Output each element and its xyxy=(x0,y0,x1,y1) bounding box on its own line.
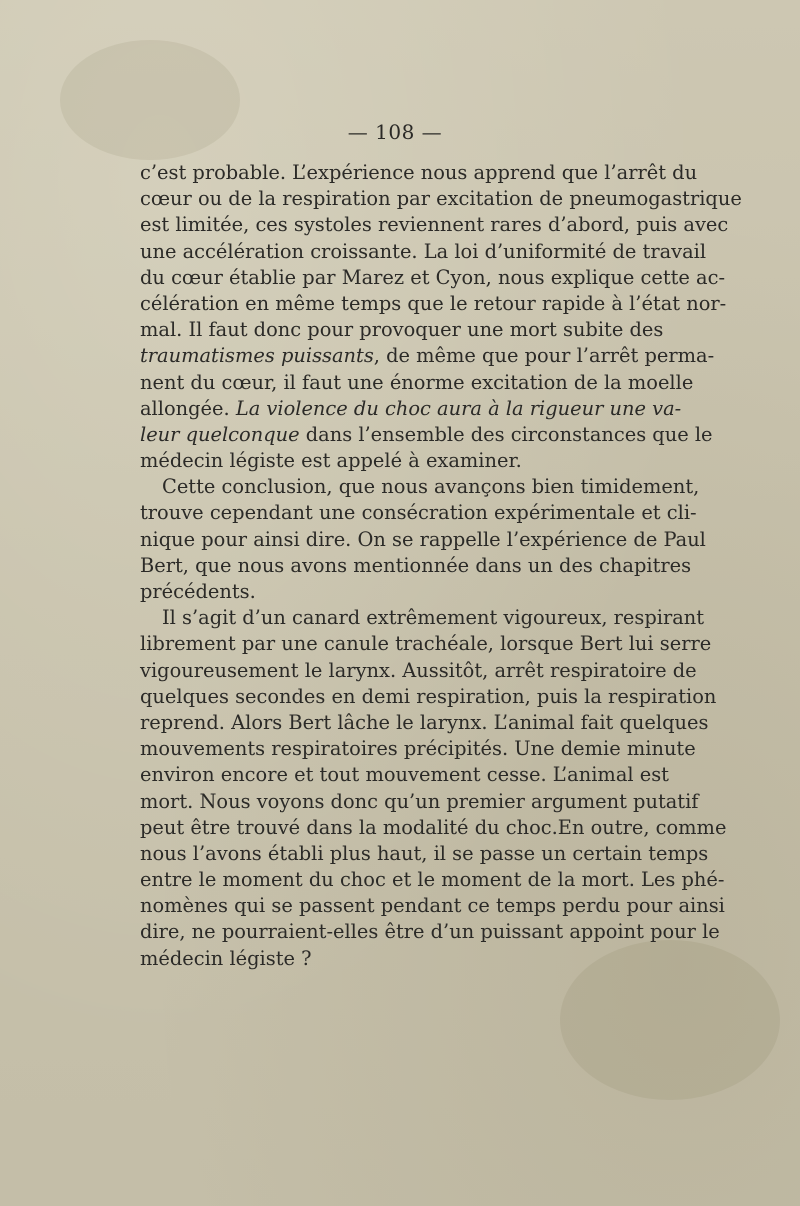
text-run: Bert, que nous avons mentionnée dans un des chapitres xyxy=(140,553,692,577)
text-line xyxy=(140,186,742,212)
text-line xyxy=(140,605,705,631)
text-line xyxy=(140,265,726,291)
text-line xyxy=(140,658,697,684)
text-run: mouvements respiratoires précipités. Une demie minute xyxy=(140,737,696,761)
paragraph xyxy=(140,605,727,972)
text-line xyxy=(140,579,654,605)
paragraph xyxy=(140,474,706,605)
italic-text: La violence du choc aura à la rigueur une va- xyxy=(235,396,682,420)
text-line xyxy=(140,736,696,762)
body-text xyxy=(140,160,742,972)
text-run: nous l’avons établi plus haut, il se passe un certain temps xyxy=(140,841,709,865)
text-run: Cette conclusion, que nous avançons bien timidement, xyxy=(162,475,700,499)
text-run: trouve cependant une consécration expérimentale et cli- xyxy=(140,501,697,525)
text-run: du cœur établie par Marez et Cyon, nous explique cette ac- xyxy=(140,265,726,289)
text-line xyxy=(140,553,692,579)
text-line xyxy=(140,684,717,710)
text-line xyxy=(140,893,725,919)
text-line xyxy=(140,291,727,317)
text-line xyxy=(140,448,654,474)
text-line xyxy=(140,710,709,736)
text-run: entre le moment du choc et le moment de la mort. Les phé- xyxy=(140,868,725,892)
text-run: médecin légiste ? xyxy=(140,946,312,970)
text-line xyxy=(140,474,700,500)
text-line xyxy=(140,396,682,422)
text-line xyxy=(140,422,713,448)
text-run: Il s’agit d’un canard extrêmement vigoureux, respirant xyxy=(162,606,705,630)
text-run: médecin légiste est appelé à examiner. xyxy=(140,449,522,473)
text-run: nique pour ainsi dire. On se rappelle l’expérience de Paul xyxy=(140,527,706,551)
paragraph xyxy=(140,160,742,474)
text-line xyxy=(140,762,669,788)
text-line xyxy=(140,527,706,553)
text-run: reprend. Alors Bert lâche le larynx. L’animal fait quelques xyxy=(140,710,709,734)
text-line xyxy=(140,317,664,343)
text-run: mort. Nous voyons donc qu’un premier argument putatif xyxy=(140,789,699,813)
text-line xyxy=(140,867,725,893)
text-line xyxy=(140,160,698,186)
text-line xyxy=(140,631,712,657)
text-line xyxy=(140,919,720,945)
text-run: précédents. xyxy=(140,580,256,603)
text-run: dans l’ensemble des circonstances que le xyxy=(299,422,713,446)
text-run: cœur ou de la respiration par excitation de pneumogastrique xyxy=(140,187,742,211)
text-run: nent du cœur, il faut une énorme excitation de la moelle xyxy=(140,370,694,394)
text-run: quelques secondes en demi respiration, puis la respiration xyxy=(140,684,717,708)
text-run: nomènes qui se passent pendant ce temps perdu pour ainsi xyxy=(140,894,725,918)
text-run: environ encore et tout mouvement cesse. L’animal est xyxy=(140,763,669,787)
text-run: c’est probable. L’expérience nous apprend que l’arrêt du xyxy=(140,161,698,184)
page-number: — 108 — xyxy=(347,120,443,144)
text-run: peut être trouvé dans la modalité du choc.En outre, comme xyxy=(140,815,727,839)
text-line xyxy=(140,500,697,526)
text-line xyxy=(140,815,727,841)
text-line xyxy=(140,841,709,867)
text-line xyxy=(140,789,699,815)
text-run: célération en même temps que le retour rapide à l’état nor- xyxy=(140,291,727,315)
text-run: vigoureusement le larynx. Aussitôt, arrêt respiratoire de xyxy=(140,658,697,682)
text-line xyxy=(140,370,694,396)
italic-text: traumatismes puissants xyxy=(140,344,374,368)
text-line xyxy=(140,343,715,369)
text-run: , de même que pour l’arrêt perma- xyxy=(373,344,715,368)
text-line xyxy=(140,946,654,972)
text-run: est limitée, ces systoles reviennent rares d’abord, puis avec xyxy=(140,213,729,237)
text-line xyxy=(140,239,707,265)
text-run: mal. Il faut donc pour provoquer une mort subite des xyxy=(140,318,664,342)
text-line xyxy=(140,212,729,238)
italic-text: leur quelconque xyxy=(140,422,300,446)
text-run: une accélération croissante. La loi d’uniformité de travail xyxy=(140,239,707,263)
text-run: allongée. xyxy=(140,396,236,420)
text-run: dire, ne pourraient-elles être d’un puissant appoint pour le xyxy=(140,920,720,944)
text-run: librement par une canule trachéale, lorsque Bert lui serre xyxy=(140,632,712,656)
